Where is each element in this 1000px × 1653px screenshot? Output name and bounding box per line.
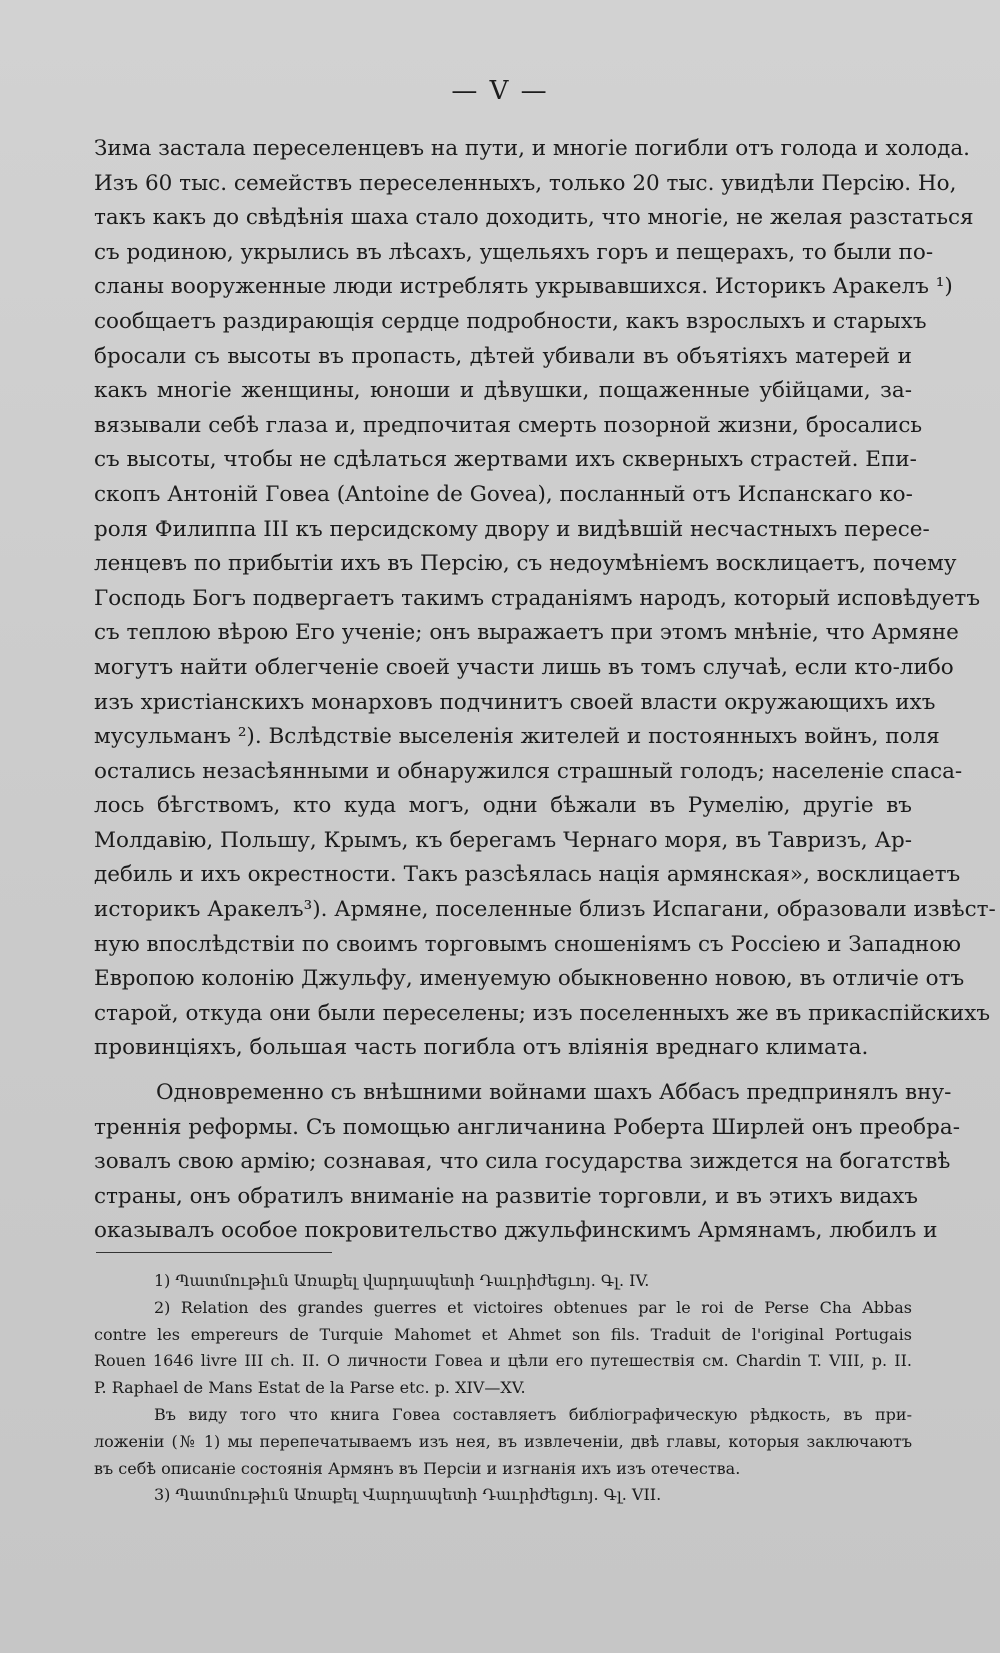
footnote-1: 1) Պատմութիւն Առաքել վարդապետի Դաւրիժեցւոյ. Գլ. IV.: [154, 1271, 650, 1290]
text-line: скопъ Антоній Говеа (Antoine de Govea), посланный отъ Испанскаго ко-: [94, 481, 913, 507]
footnote-2-continuation: [94, 1402, 912, 1482]
text-line: съ высоты, чтобы не сдѣлаться жертвами ихъ скверныхъ страстей. Епи-: [94, 447, 917, 473]
text-line: такъ какъ до свѣдѣнія шаха стало доходить, что многіе, не желая разстаться: [94, 205, 974, 231]
text-line: P. Raphael de Mans Estat de la Parse etc. p. XIV—XV.: [94, 1378, 526, 1398]
text-line: треннія реформы. Съ помощью англичанина Роберта Ширлей онъ преобра-: [94, 1114, 960, 1140]
text-line: бросали съ высоты въ пропасть, дѣтей убивали въ объятіяхъ матерей и: [94, 343, 912, 369]
text-line: 2) Relation des grandes guerres et victoires obtenues par le roi de Perse Cha Abbas: [154, 1297, 912, 1317]
text-line: дебиль и ихъ окрестности. Такъ разсѣялась нація армянская», восклицаетъ: [94, 862, 961, 888]
footnote-3: 3) Պատմութիւն Առաքել Վարդապետի Դաւրիժեցւոյ. Գլ. VII.: [154, 1485, 662, 1505]
text-line: ложеніи (№ 1) мы перепечатываемъ изъ нея, въ извлеченіи, двѣ главы, которыя заключаютъ: [94, 1431, 912, 1451]
text-line: могутъ найти облегченіе своей участи лишь въ томъ случаѣ, если кто-либо: [94, 654, 954, 680]
text-line: лось бѣгствомъ, кто куда могъ, одни бѣжали въ Румелію, другіе въ: [94, 793, 912, 819]
text-line: страны, онъ обратилъ вниманіе на развитіе торговли, и въ этихъ видахъ: [94, 1183, 918, 1209]
text-line: въ себѣ описаніе состоянія Армянъ въ Персіи и изгнанія ихъ изъ отечества.: [94, 1458, 741, 1478]
text-line: какъ многіе женщины, юноши и дѣвушки, пощаженные убійцами, за-: [94, 378, 912, 404]
text-line: зовалъ свою армію; сознавая, что сила государства зиждется на богатствѣ: [94, 1149, 951, 1175]
text-line: Rouen 1646 livre III ch. II. О личности Говеа и цѣли его путешествія см. Chardin T. VIII, p. II.: [94, 1351, 912, 1371]
text-line: провинціяхъ, большая часть погибла отъ вліянія вреднаго климата.: [94, 1035, 869, 1061]
main-text: [94, 132, 996, 1249]
footnote-2: [94, 1295, 912, 1402]
text-line: Зима застала переселенцевъ на пути, и многіе погибли отъ голода и холода.: [94, 136, 971, 161]
text-line: ленцевъ по прибытіи ихъ въ Персію, съ недоумѣніемъ восклицаетъ, почему: [94, 551, 957, 577]
text-line: мусульманъ ²). Вслѣдствіе выселенія жителей и постоянныхъ войнъ, поля: [94, 724, 940, 750]
text-line: Молдавію, Польшу, Крымъ, къ берегамъ Чернаго моря, въ Тавризъ, Ар-: [94, 827, 912, 853]
text-line: вязывали себѣ глаза и, предпочитая смерть позорной жизни, бросались: [94, 412, 923, 438]
text-line: сообщаетъ раздирающія сердце подробности, какъ взрослыхъ и старыхъ: [94, 308, 927, 334]
text-line: историкъ Аракелъ³). Армяне, поселенные близъ Испагани, образовали извѣст-: [94, 897, 996, 923]
text-line: ную впослѣдствіи по своимъ торговымъ сношеніямъ съ Россіею и Западною: [94, 931, 961, 957]
text-line: Европою колонію Джульфу, именуемую обыкновенно новою, въ отличіе отъ: [94, 966, 965, 992]
text-line: сланы вооруженные люди истреблять укрывавшихся. Историкъ Аракелъ ¹): [94, 274, 953, 300]
footnote-separator: [96, 1252, 332, 1253]
paragraph-1: [94, 132, 996, 1066]
text-line: Одновременно съ внѣшними войнами шахъ Аббасъ предпринялъ вну-: [156, 1080, 952, 1106]
text-line: Изъ 60 тыс. семействъ переселенныхъ, только 20 тыс. увидѣли Персію. Но,: [94, 170, 957, 196]
text-line: съ теплою вѣрою Его ученіе; онъ выражаетъ при этомъ мнѣніе, что Армяне: [94, 620, 959, 646]
text-line: оказывалъ особое покровительство джульфинскимъ Армянамъ, любилъ и: [94, 1218, 938, 1244]
text-line: contre les empereurs de Turquie Mahomet et Ahmet son fils. Traduit de l'original Portugais: [94, 1324, 912, 1344]
text-line: старой, откуда они были переселены; изъ поселенныхъ же въ прикаспійскихъ: [94, 1000, 991, 1026]
text-line: изъ христіанскихъ монарховъ подчинитъ своей власти окружающихъ ихъ: [94, 689, 936, 715]
text-line: остались незасѣянными и обнаружился страшный голодъ; населеніе спаса-: [94, 758, 963, 784]
paragraph-2: [94, 1076, 960, 1249]
text-line: роля Филиппа III къ персидскому двору и видѣвшій несчастныхъ пересе-: [94, 516, 930, 542]
footnotes: [94, 1268, 912, 1509]
text-line: Въ виду того что книга Говеа составляетъ библіографическую рѣдкость, въ при-: [154, 1404, 912, 1424]
page-number: — V —: [451, 76, 549, 106]
text-line: Господь Богъ подвергаетъ такимъ страданіямъ народъ, который исповѣдуетъ: [94, 585, 981, 611]
text-line: съ родиною, укрылись въ лѣсахъ, ущельяхъ горъ и пещерахъ, то были по-: [94, 239, 934, 265]
